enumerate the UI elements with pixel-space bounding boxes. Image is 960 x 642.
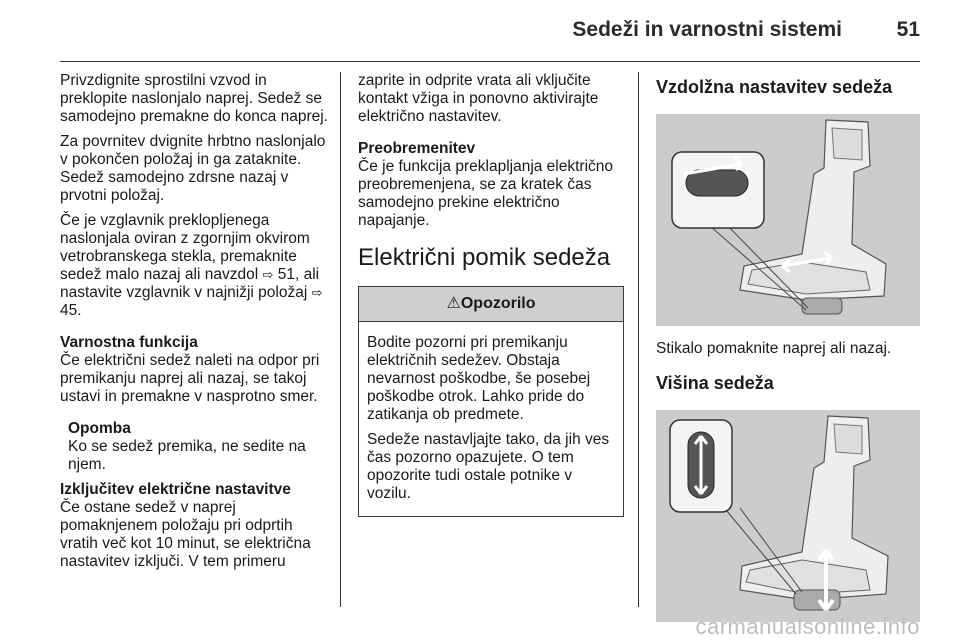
page-ref-link[interactable]: 51, [277, 266, 300, 283]
warning-box [358, 286, 624, 517]
note-text: Ko se sedež premika, ne sedite na njem. [68, 438, 306, 473]
warning-title: Opozorilo [460, 295, 536, 312]
paragraph: zaprite in odprite vrata ali vključite kontakt vžiga in ponovno aktivirajte električno nastavitev. [358, 72, 599, 125]
paragraph: Če je funkcija preklapljanja električno preobremenjena, se za kratek čas samodejno prekine električno napajanje. [358, 158, 614, 229]
seat-height-illustration [656, 410, 920, 622]
page-ref-link[interactable]: 45. [60, 302, 82, 319]
paragraph: Če električni sedež naleti na odpor pri premikanju naprej ali nazaj, se takoj ustavi in premakne v nasprotno smer. [60, 352, 320, 405]
warning-text: Bodite pozorni pri premikanju električnih sedežev. Obstaja nevarnost poškodbe, še posebej poškodbe otrok. Lahko pride do zatikanja ob predmete. [367, 334, 591, 423]
page-title: Sedeži in varnostni sistemi [572, 18, 842, 41]
column-2 [358, 72, 624, 517]
paragraph: Če ostane sedež v naprej pomaknjenem položaju pri odprtih vratih več kot 10 minut, se električna nastavitev izključi. V tem primeru [60, 499, 311, 570]
figure-caption: Stikalo pomaknite naprej ali nazaj. [656, 340, 892, 357]
subheading-disable: Izključitev električne nastavitve [60, 481, 291, 498]
subsection-title-longitudinal: Vzdolžna nastavitev sedeža [656, 77, 893, 97]
subheading-overload: Preobremenitev [358, 140, 476, 157]
column-divider-2 [638, 72, 639, 607]
header-rule [60, 61, 920, 62]
note-heading: Opomba [68, 420, 131, 437]
page-number: 51 [896, 18, 920, 41]
warning-text: Sedeže nastavljajte tako, da jih ves čas pozorno opazujete. O tem opozorite tudi ostale potnike v vozilu. [367, 431, 610, 502]
paragraph: Za povrnitev dvignite hrbtno naslonjalo v pokončen položaj in ga zataknite. Sedež samodejno zdrsne nazaj v prvotni položaj. [60, 133, 326, 204]
column-divider-1 [340, 72, 341, 607]
subheading-safety: Varnostna funkcija [60, 334, 198, 351]
ref-arrow-icon: ⇨ [311, 285, 323, 300]
watermark: carmanualsonline.info [695, 614, 920, 639]
ref-arrow-icon: ⇨ [262, 267, 274, 282]
warning-body [359, 322, 623, 516]
subsection-title-height: Višina sedeža [656, 373, 774, 393]
column-3 [656, 72, 920, 622]
warning-header [359, 287, 623, 322]
section-title: Električni pomik sedeža [358, 244, 611, 271]
paragraph: Privzdignite sprostilni vzvod in preklopite naslonjalo naprej. Sedež se samodejno premakne do konca naprej. [60, 72, 328, 125]
seat-longitudinal-illustration [656, 114, 920, 326]
warning-triangle-icon: ⚠ [446, 295, 461, 312]
paragraph: Če je vzglavnik preklopljenega naslonjala oviran z zgornjim okvirom vetrobranskega stekla, premaknite sedež malo nazaj ali navzdol ⇨ 51, ali nastavite vzglavnik v najnižji položaj ⇨ 45. [60, 212, 323, 319]
note-block [68, 420, 328, 474]
page-header [0, 0, 960, 62]
column-1 [60, 72, 328, 578]
